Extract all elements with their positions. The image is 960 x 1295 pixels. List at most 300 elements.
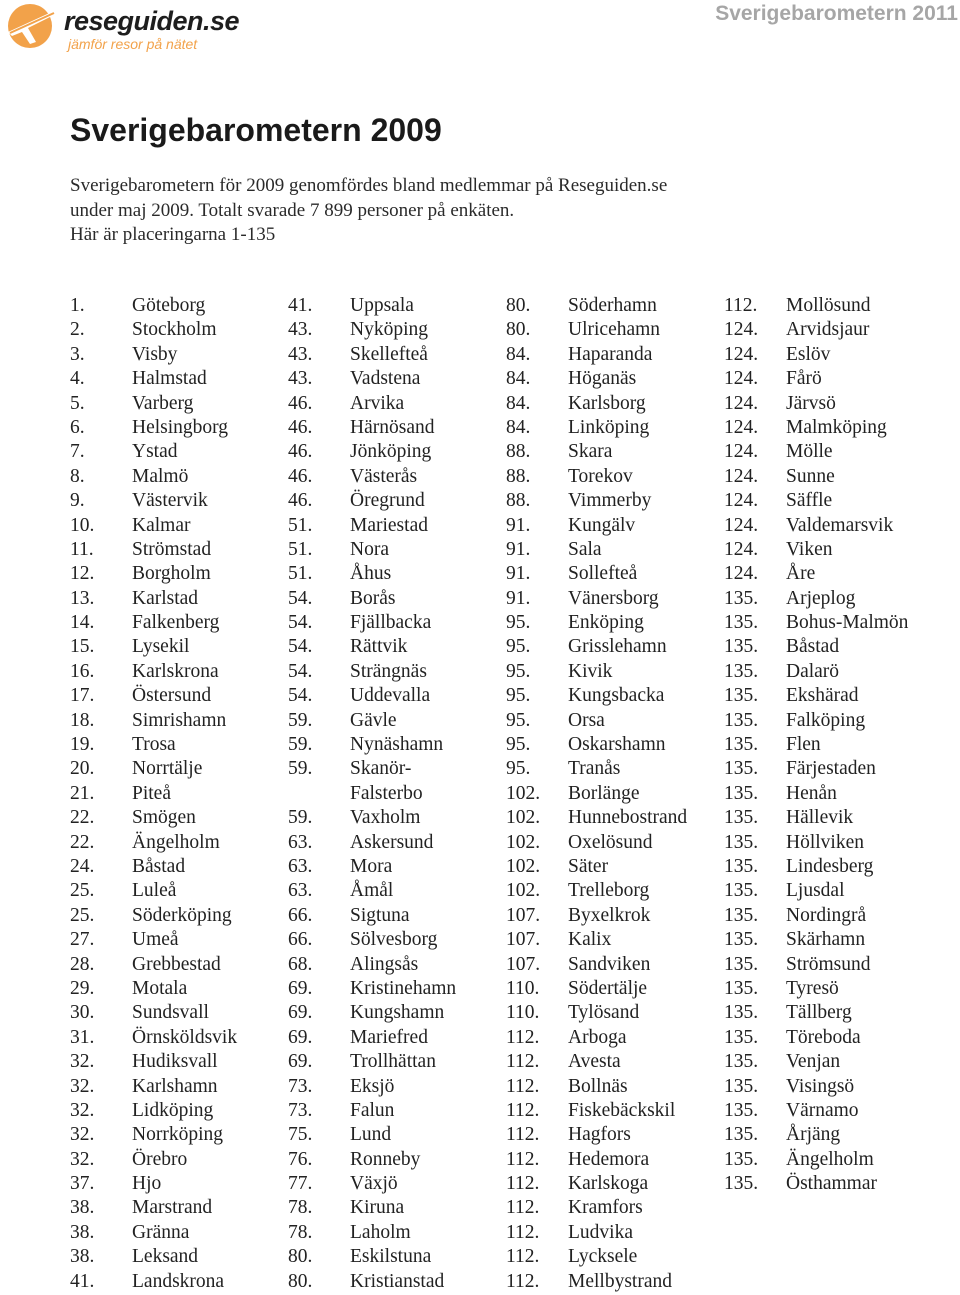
rank-number: 21. [70,782,95,804]
place-name: Oxelösund [568,831,653,853]
place-name: Båstad [786,636,840,658]
place-name: Luleå [132,880,177,902]
place-name: Helsingborg [132,416,229,438]
place-name: Norrköping [132,1124,223,1146]
place-name: Gränna [132,1221,190,1243]
place-name: Stockholm [132,319,217,341]
rank-number: 54. [288,636,313,658]
place-name: Hedemora [568,1148,650,1170]
rank-number: 95. [506,709,531,731]
place-name: Trollhättan [350,1051,436,1073]
rank-number: 112. [724,295,758,316]
place-name: Mariefred [350,1026,428,1048]
place-name: Arboga [568,1026,627,1048]
rank-number: 91. [506,538,531,560]
rank-number: 124. [724,392,759,414]
place-name: Leksand [132,1246,199,1268]
rank-number: 28. [70,953,95,975]
rank-number: 17. [70,685,95,707]
rank-number: 135. [724,1002,759,1024]
place-name: Åhus [350,563,392,585]
place-name: Skellefteå [350,343,428,365]
place-name: Tyresö [786,977,839,999]
place-name: Grisslehamn [568,636,667,658]
place-name: Härnösand [350,416,435,438]
rank-number: 135. [724,660,759,682]
place-name: Östhammar [786,1173,877,1195]
place-name: Töreboda [786,1026,861,1048]
rank-number: 77. [288,1173,313,1195]
place-name: Laholm [350,1221,411,1243]
place-name: Sundsvall [132,1002,209,1024]
rank-number: 25. [70,904,95,926]
rank-number: 102. [506,782,541,804]
place-name: Lindesberg [786,855,874,877]
place-name: Mölle [786,441,833,463]
rank-number: 59. [288,807,313,829]
rank-number: 54. [288,685,313,707]
place-name: Säffle [786,490,833,512]
rank-number: 112. [506,1221,540,1243]
rank-number: 9. [70,490,85,512]
place-name: Arvidsjaur [786,319,870,341]
rank-number: 112. [506,1051,540,1073]
rank-number: 135. [724,807,759,829]
rank-number: 135. [724,977,759,999]
site-logo[interactable] [6,2,306,54]
rank-number: 46. [288,416,313,438]
place-name: Växjö [350,1173,398,1195]
place-name: Ljusdal [786,880,845,902]
rank-number: 107. [506,953,541,975]
rank-number: 135. [724,1051,759,1073]
place-name: Kristianstad [350,1270,445,1292]
place-name: Borlänge [568,782,640,804]
place-name: Malmö [132,465,189,487]
rank-number: 5. [70,392,85,414]
rank-number: 88. [506,441,531,463]
place-name: Hagfors [568,1124,631,1146]
place-name: Piteå [132,782,171,804]
place-name: Årjäng [786,1124,841,1146]
rank-number: 135. [724,758,759,780]
place-name: Säter [568,855,609,877]
rank-number: 69. [288,1026,313,1048]
rank-number: 95. [506,612,531,634]
rank-number: 59. [288,758,313,780]
place-name: Tällberg [786,1002,852,1024]
place-name: Bohus-Malmön [786,612,909,634]
place-name: Nyköping [350,319,428,341]
rank-number: 38. [70,1221,95,1243]
rank-number: 95. [506,660,531,682]
rank-number: 84. [506,343,531,365]
rank-number: 1. [70,295,85,316]
rank-number: 102. [506,831,541,853]
place-name: Skara [568,441,613,463]
place-name: Valdemarsvik [786,514,894,536]
rank-number: 91. [506,563,531,585]
place-name: Båstad [132,855,186,877]
rank-number: 135. [724,709,759,731]
place-name: Skärhamn [786,929,866,951]
place-name: Uppsala [350,295,414,316]
place-name: Borgholm [132,563,211,585]
rank-number: 78. [288,1221,313,1243]
rank-number: 63. [288,855,313,877]
rank-number: 95. [506,758,531,780]
rank-number: 59. [288,709,313,731]
rank-number: 135. [724,904,759,926]
place-name: Marstrand [132,1197,213,1219]
place-name: Västerås [350,465,418,487]
rank-number: 6. [70,416,85,438]
rank-number: 27. [70,929,95,951]
place-name: Hunnebostrand [568,807,688,829]
place-name: Mariestad [350,514,428,536]
place-name: Kungsbacka [568,685,665,707]
rank-number: 16. [70,660,95,682]
place-name: Sala [568,538,602,560]
place-name: Tranås [568,758,621,780]
place-name: Haparanda [568,343,653,365]
place-name: Motala [132,977,188,999]
place-name: Fårö [786,368,822,390]
place-name: Lund [350,1124,392,1146]
place-name: Järvsö [786,392,836,414]
rank-number: 38. [70,1246,95,1268]
rank-number: 112. [506,1148,540,1170]
rank-number: 69. [288,1051,313,1073]
place-name: Sollefteå [568,563,638,585]
rank-number: 32. [70,1075,95,1097]
place-name: Lycksele [568,1246,638,1268]
place-name: Mellbystrand [568,1270,672,1292]
rank-number: 31. [70,1026,95,1048]
place-name: Venjan [786,1051,841,1073]
place-name: Kiruna [350,1197,405,1219]
rank-number: 51. [288,538,313,560]
place-name: Falun [350,1099,395,1121]
rank-number: 51. [288,514,313,536]
rank-number: 69. [288,977,313,999]
place-name: Södertälje [568,977,648,999]
place-name: Arvika [350,392,405,414]
place-name: Gävle [350,709,397,731]
intro-line: Här är placeringarna 1-135 [70,224,276,245]
place-name: Mora [350,855,393,877]
rank-number: 13. [70,587,95,609]
rank-number: 41. [70,1270,95,1292]
place-name: Oskarshamn [568,734,666,756]
place-name: Eslöv [786,343,831,365]
rank-number: 95. [506,636,531,658]
place-name: Trelleborg [568,880,650,902]
rank-number: 63. [288,880,313,902]
place-name: Sunne [786,465,835,487]
place-name: Arjeplog [786,587,856,609]
place-name: Simrishamn [132,709,227,731]
place-name: Fiskebäckskil [568,1099,676,1121]
place-name: Kramfors [568,1197,643,1219]
place-name: Uddevalla [350,685,431,707]
place-name: Enköping [568,612,644,634]
rank-number: 135. [724,734,759,756]
place-name: Dalarö [786,660,840,682]
intro-text [70,174,890,248]
rank-number: 68. [288,953,313,975]
rank-number: 54. [288,660,313,682]
place-name: Kivik [568,660,613,682]
rank-number: 112. [506,1099,540,1121]
rank-number: 88. [506,490,531,512]
rank-number: 11. [70,538,94,560]
rank-number: 73. [288,1075,313,1097]
place-name: Hudiksvall [132,1051,218,1073]
rank-number: 54. [288,612,313,634]
intro-line: Sverigebarometern för 2009 genomfördes bland medlemmar på Reseguiden.se [70,175,668,196]
place-name: Rättvik [350,636,408,658]
rank-number: 91. [506,514,531,536]
rank-number: 43. [288,343,313,365]
rank-number: 37. [70,1173,95,1195]
rank-number: 80. [288,1270,313,1292]
place-name: Karlskoga [568,1173,649,1195]
rank-number: 75. [288,1124,313,1146]
place-name: Sigtuna [350,904,410,926]
place-name: Viken [786,538,833,560]
place-name: Flen [786,734,821,756]
place-name: Karlsborg [568,392,646,414]
place-name: Västervik [132,490,208,512]
rank-number: 112. [506,1173,540,1195]
rank-number: 30. [70,1002,95,1024]
place-name: Kalix [568,929,612,951]
place-name: Umeå [132,929,179,951]
place-name: Söderhamn [568,295,657,316]
place-name: Landskrona [132,1270,225,1292]
rank-number: 32. [70,1051,95,1073]
place-name: Vaxholm [350,807,421,829]
rank-number: 41. [288,295,313,316]
place-name: Örnsköldsvik [132,1026,238,1048]
rank-number: 110. [506,1002,540,1024]
rank-number: 135. [724,587,759,609]
rank-number: 112. [506,1026,540,1048]
place-name: Torekov [568,465,633,487]
place-name: Varberg [132,392,194,414]
rank-number: 78. [288,1197,313,1219]
rank-number: 69. [288,1002,313,1024]
place-name: Avesta [568,1051,621,1073]
place-name: Åre [786,563,816,585]
rank-number: 32. [70,1148,95,1170]
place-name: Sandviken [568,953,651,975]
rank-number: 135. [724,636,759,658]
rank-number: 124. [724,465,759,487]
rank-number: 73. [288,1099,313,1121]
rank-number: 135. [724,1148,759,1170]
rank-number: 95. [506,685,531,707]
rank-number: 66. [288,929,313,951]
rank-number: 8. [70,465,85,487]
rank-number: 124. [724,563,759,585]
rank-number: 46. [288,465,313,487]
place-name: Lysekil [132,636,190,658]
rank-number: 22. [70,807,95,829]
logo-tagline: jämför resor på nätet [68,36,198,52]
rank-number: 46. [288,490,313,512]
place-name: Tylösand [568,1002,640,1024]
place-name: Karlskrona [132,660,219,682]
rank-number: 84. [506,368,531,390]
rank-number: 76. [288,1148,313,1170]
rank-number: 107. [506,904,541,926]
rank-number: 102. [506,855,541,877]
place-name: Falsterbo [350,782,423,804]
rank-number: 124. [724,441,759,463]
place-name: Hällevik [786,807,854,829]
place-name: Strömstad [132,538,212,560]
rank-number: 10. [70,514,95,536]
corner-title: Sverigebarometern 2011 [715,2,958,25]
rank-number: 46. [288,392,313,414]
rank-number: 112. [506,1270,540,1292]
rank-number: 135. [724,953,759,975]
place-name: Jönköping [350,441,432,463]
place-name: Hjo [132,1173,162,1195]
rank-number: 102. [506,807,541,829]
rank-number: 32. [70,1099,95,1121]
rank-number: 25. [70,880,95,902]
place-name: Eskilstuna [350,1246,432,1268]
place-name: Söderköping [132,904,232,926]
rank-number: 7. [70,441,85,463]
place-name: Henån [786,782,837,804]
rank-number: 19. [70,734,95,756]
place-name: Ludvika [568,1221,633,1243]
rank-number: 135. [724,782,759,804]
place-name: Strömsund [786,953,871,975]
place-name: Vimmerby [568,490,652,512]
place-name: Färjestaden [786,758,876,780]
place-name: Karlshamn [132,1075,218,1097]
rank-number: 135. [724,880,759,902]
plane-logo-icon [6,2,60,50]
rank-number: 24. [70,855,95,877]
place-name: Visby [132,343,178,365]
rank-number: 110. [506,977,540,999]
place-name: Nynäshamn [350,734,444,756]
rank-number: 4. [70,368,85,390]
rank-number: 124. [724,514,759,536]
place-name: Strängnäs [350,660,427,682]
rank-number: 135. [724,685,759,707]
rank-number: 22. [70,831,95,853]
place-name: Smögen [132,807,196,829]
rank-number: 3. [70,343,85,365]
rank-number: 15. [70,636,95,658]
place-name: Ängelholm [132,831,220,853]
place-name: Halmstad [132,368,207,390]
place-name: Ulricehamn [568,319,661,341]
place-name: Karlstad [132,587,199,609]
place-name: Höganäs [568,368,637,390]
rank-number: 59. [288,734,313,756]
place-name: Nora [350,538,389,560]
rank-number: 135. [724,929,759,951]
rank-number: 135. [724,1099,759,1121]
rank-number: 80. [288,1246,313,1268]
place-name: Mollösund [786,295,871,316]
rank-number: 135. [724,1075,759,1097]
rank-number: 66. [288,904,313,926]
logo-name: reseguiden.se [64,6,240,36]
rank-number: 43. [288,368,313,390]
place-name: Örebro [132,1148,188,1170]
rank-number: 2. [70,319,85,341]
place-name: Ystad [132,441,178,463]
place-name: Nordingrå [786,904,867,926]
rank-number: 112. [506,1246,540,1268]
intro-line: under maj 2009. Totalt svarade 7 899 personer på enkäten. [70,199,515,221]
rank-number: 135. [724,855,759,877]
rank-number: 84. [506,392,531,414]
rank-number: 112. [506,1075,540,1097]
page-title: Sverigebarometern 2009 [70,112,442,148]
rank-number: 124. [724,368,759,390]
rank-number: 107. [506,929,541,951]
place-name: Linköping [568,416,650,438]
rank-number: 102. [506,880,541,902]
rank-number: 18. [70,709,95,731]
rank-number: 80. [506,319,531,341]
rank-number: 112. [506,1197,540,1219]
place-name: Östersund [132,685,212,707]
rank-number: 124. [724,319,759,341]
rank-number: 124. [724,343,759,365]
rank-number: 135. [724,1026,759,1048]
rank-number: 91. [506,587,531,609]
place-name: Värnamo [786,1099,859,1121]
rank-number: 84. [506,416,531,438]
rank-number: 80. [506,295,531,316]
rank-number: 14. [70,612,95,634]
place-name: Kalmar [132,514,191,536]
rank-number: 54. [288,587,313,609]
place-name: Kungshamn [350,1002,445,1024]
place-name: Lidköping [132,1099,214,1121]
place-name: Höllviken [786,831,864,853]
rank-number: 63. [288,831,313,853]
place-name: Bollnäs [568,1075,628,1097]
rank-number: 43. [288,319,313,341]
rank-number: 135. [724,1124,759,1146]
rank-number: 95. [506,734,531,756]
place-name: Visingsö [786,1075,855,1097]
rank-number: 135. [724,1173,759,1195]
place-name: Ekshärad [786,685,859,707]
rank-number: 20. [70,758,95,780]
place-name: Falkenberg [132,612,220,634]
place-name: Åmål [350,880,394,902]
place-name: Byxelkrok [568,904,651,926]
rank-number: 88. [506,465,531,487]
rank-number: 124. [724,538,759,560]
rank-number: 112. [506,1124,540,1146]
rank-number: 124. [724,490,759,512]
place-name: Trosa [132,734,176,756]
